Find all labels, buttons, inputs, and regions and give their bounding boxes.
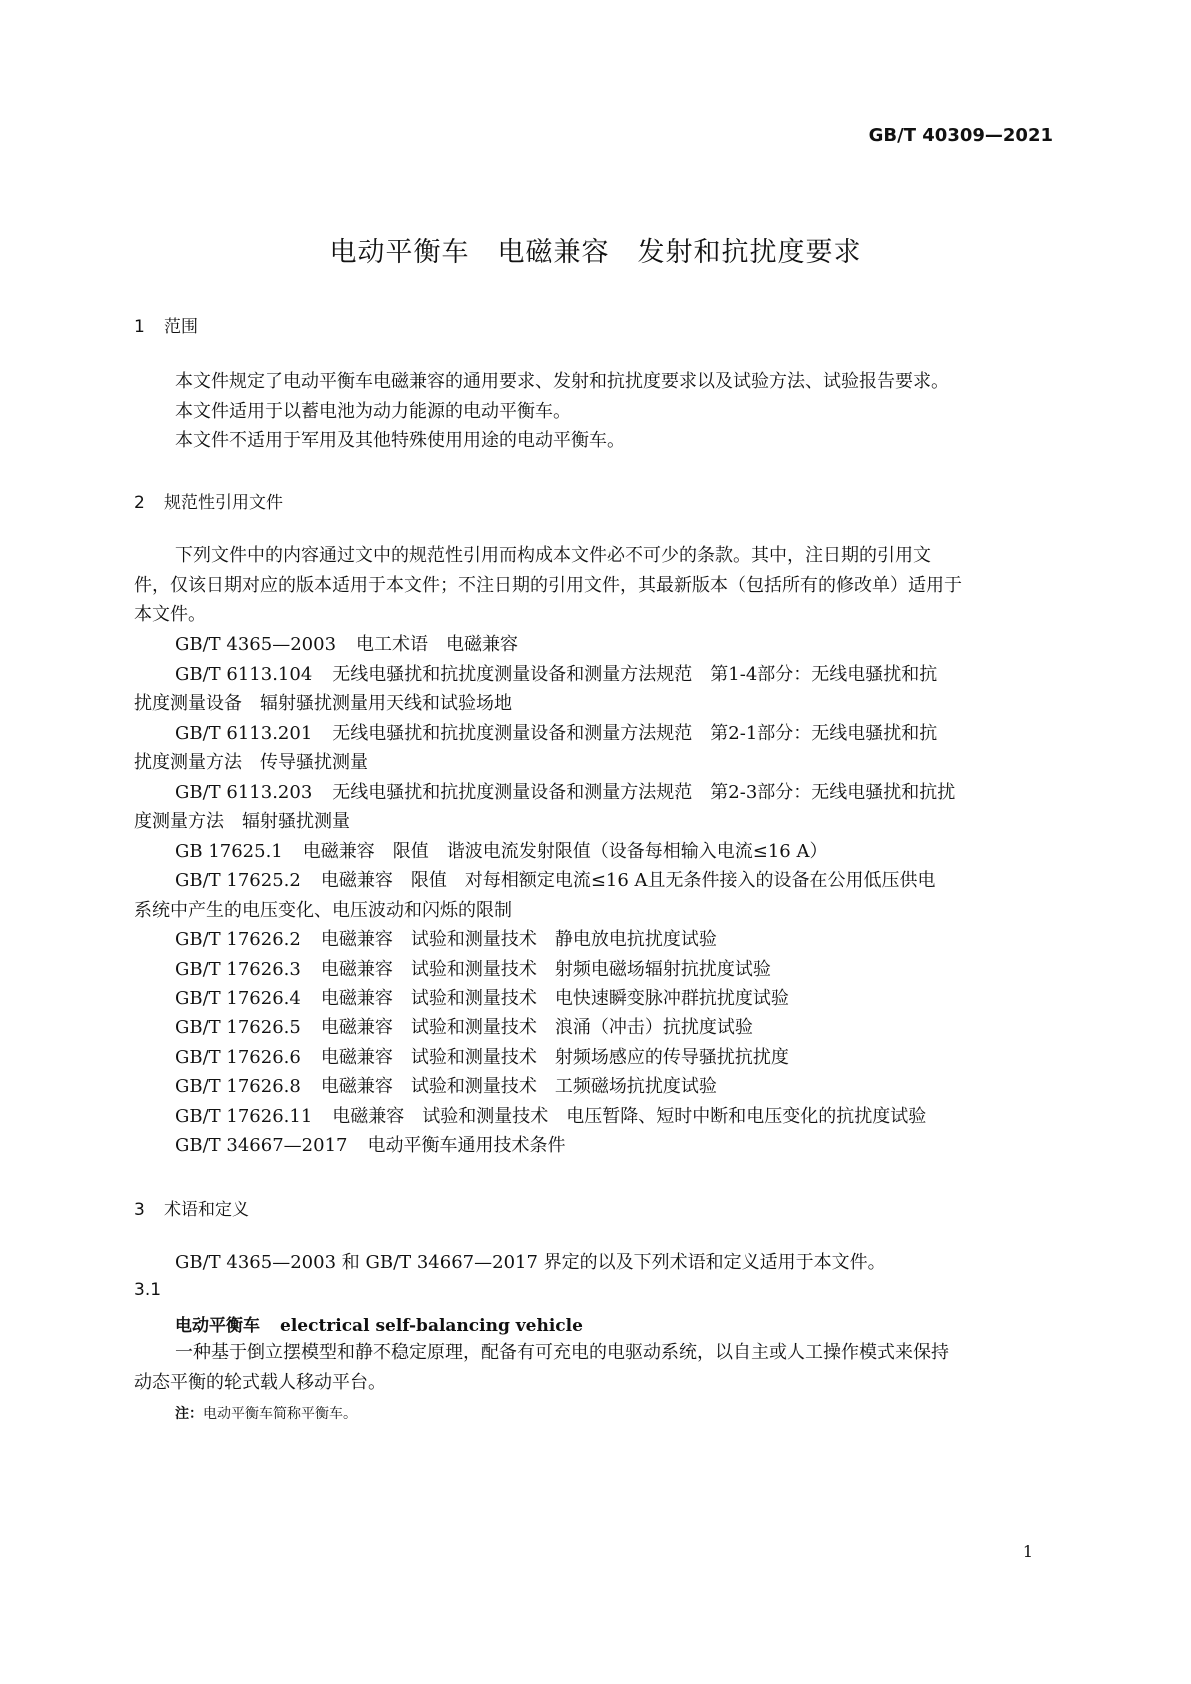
reference-title: 电磁兼容 试验和测量技术 射频场感应的传导骚扰抗扰度 (320, 1047, 789, 1068)
reference-code: GB/T 17626.3 (175, 959, 301, 980)
reference-item (175, 984, 789, 1014)
reference-item (175, 925, 717, 955)
reference-code: GB/T 17626.11 (175, 1106, 313, 1127)
reference-title: 电磁兼容 试验和测量技术 电快速瞬变脉冲群抗扰度试验 (320, 988, 789, 1009)
reference-code: GB/T 17626.8 (175, 1076, 301, 1097)
paragraph: 件，仅该日期对应的版本适用于本文件；不注日期的引用文件，其最新版本（包括所有的修改单）适用于 (134, 575, 962, 596)
paragraph: 本文件规定了电动平衡车电磁兼容的通用要求、发射和抗扰度要求以及试验方法、试验报告要求。 (175, 371, 949, 392)
term-number: 3.1 (134, 1280, 162, 1300)
section-number: 1 (134, 317, 145, 337)
document-title: 电动平衡车 电磁兼容 发射和抗扰度要求 (329, 237, 862, 268)
reference-code: GB/T 17626.6 (175, 1047, 301, 1068)
definition: 动态平衡的轮式载人移动平台。 (134, 1372, 386, 1393)
reference-item (175, 1102, 926, 1132)
reference-continuation: 扰度测量设备 辐射骚扰测量用天线和试验场地 (134, 693, 512, 714)
reference-code: GB/T 17626.2 (175, 929, 301, 950)
note-label: 注： (175, 1406, 203, 1422)
reference-code: GB 17625.1 (175, 841, 283, 862)
section-number: 2 (134, 493, 145, 513)
reference-code: GB/T 6113.201 (175, 723, 313, 744)
reference-code: GB/T 17626.5 (175, 1017, 301, 1038)
note-text: 电动平衡车简称平衡车。 (203, 1406, 357, 1422)
reference-code: GB/T 17625.2 (175, 870, 301, 891)
reference-continuation: 度测量方法 辐射骚扰测量 (134, 811, 350, 832)
term-english: electrical self-balancing vehicle (280, 1316, 583, 1336)
reference-title: 电磁兼容 试验和测量技术 电压暂降、短时中断和电压变化的抗扰度试验 (332, 1106, 927, 1127)
reference-continuation: 系统中产生的电压变化、电压波动和闪烁的限制 (134, 900, 512, 921)
term-entry (175, 1311, 583, 1336)
reference-item (175, 837, 827, 867)
paragraph: 本文件适用于以蓄电池为动力能源的电动平衡车。 (175, 401, 571, 422)
note (175, 1403, 357, 1423)
reference-title: 电动平衡车通用技术条件 (367, 1135, 566, 1156)
reference-title: 无线电骚扰和抗扰度测量设备和测量方法规范 第1-4部分：无线电骚扰和抗 (332, 664, 938, 685)
reference-code: GB/T 4365—2003 (175, 634, 337, 655)
reference-item (175, 955, 771, 985)
paragraph: GB/T 4365—2003 和 GB/T 34667—2017 界定的以及下列术语和定义适用于本文件。 (175, 1252, 886, 1273)
reference-title: 电工术语 电磁兼容 (356, 634, 519, 655)
term-chinese: 电动平衡车 (175, 1316, 260, 1336)
definition: 一种基于倒立摆模型和静不稳定原理，配备有可充电的电驱动系统，以自主或人工操作模式来保持 (175, 1342, 949, 1363)
standard-code: GB/T 40309—2021 (868, 125, 1053, 146)
reference-item (175, 630, 518, 660)
reference-item (175, 778, 955, 808)
reference-title: 无线电骚扰和抗扰度测量设备和测量方法规范 第2-1部分：无线电骚扰和抗 (332, 723, 938, 744)
reference-item (175, 1131, 565, 1161)
reference-title: 电磁兼容 试验和测量技术 工频磁场抗扰度试验 (320, 1076, 717, 1097)
reference-code: GB/T 17626.4 (175, 988, 301, 1009)
reference-code: GB/T 6113.203 (175, 782, 313, 803)
reference-title: 电磁兼容 试验和测量技术 浪涌（冲击）抗扰度试验 (320, 1017, 753, 1038)
section-title: 术语和定义 (164, 1200, 249, 1220)
reference-code: GB/T 34667—2017 (175, 1135, 348, 1156)
section-title: 规范性引用文件 (164, 493, 283, 513)
section-1-heading (134, 312, 198, 337)
reference-item (175, 660, 937, 690)
reference-title: 电磁兼容 限值 谐波电流发射限值（设备每相输入电流≤16 A） (302, 841, 828, 862)
page-number: 1 (1022, 1542, 1033, 1561)
paragraph: 本文件不适用于军用及其他特殊使用用途的电动平衡车。 (175, 430, 625, 451)
reference-title: 电磁兼容 试验和测量技术 静电放电抗扰度试验 (320, 929, 717, 950)
section-3-heading (134, 1195, 249, 1220)
reference-item (175, 1072, 717, 1102)
section-2-heading (134, 488, 283, 513)
reference-code: GB/T 6113.104 (175, 664, 313, 685)
reference-title: 无线电骚扰和抗扰度测量设备和测量方法规范 第2-3部分：无线电骚扰和抗扰 (332, 782, 956, 803)
reference-item (175, 866, 936, 896)
reference-title: 电磁兼容 限值 对每相额定电流≤16 A且无条件接入的设备在公用低压供电 (320, 870, 936, 891)
reference-item (175, 1043, 789, 1073)
reference-item (175, 719, 937, 749)
reference-item (175, 1013, 753, 1043)
paragraph: 下列文件中的内容通过文中的规范性引用而构成本文件必不可少的条款。其中，注日期的引用文 (175, 545, 931, 566)
section-number: 3 (134, 1200, 145, 1220)
paragraph: 本文件。 (134, 604, 206, 625)
reference-continuation: 扰度测量方法 传导骚扰测量 (134, 752, 368, 773)
section-title: 范围 (164, 317, 198, 337)
reference-title: 电磁兼容 试验和测量技术 射频电磁场辐射抗扰度试验 (320, 959, 771, 980)
